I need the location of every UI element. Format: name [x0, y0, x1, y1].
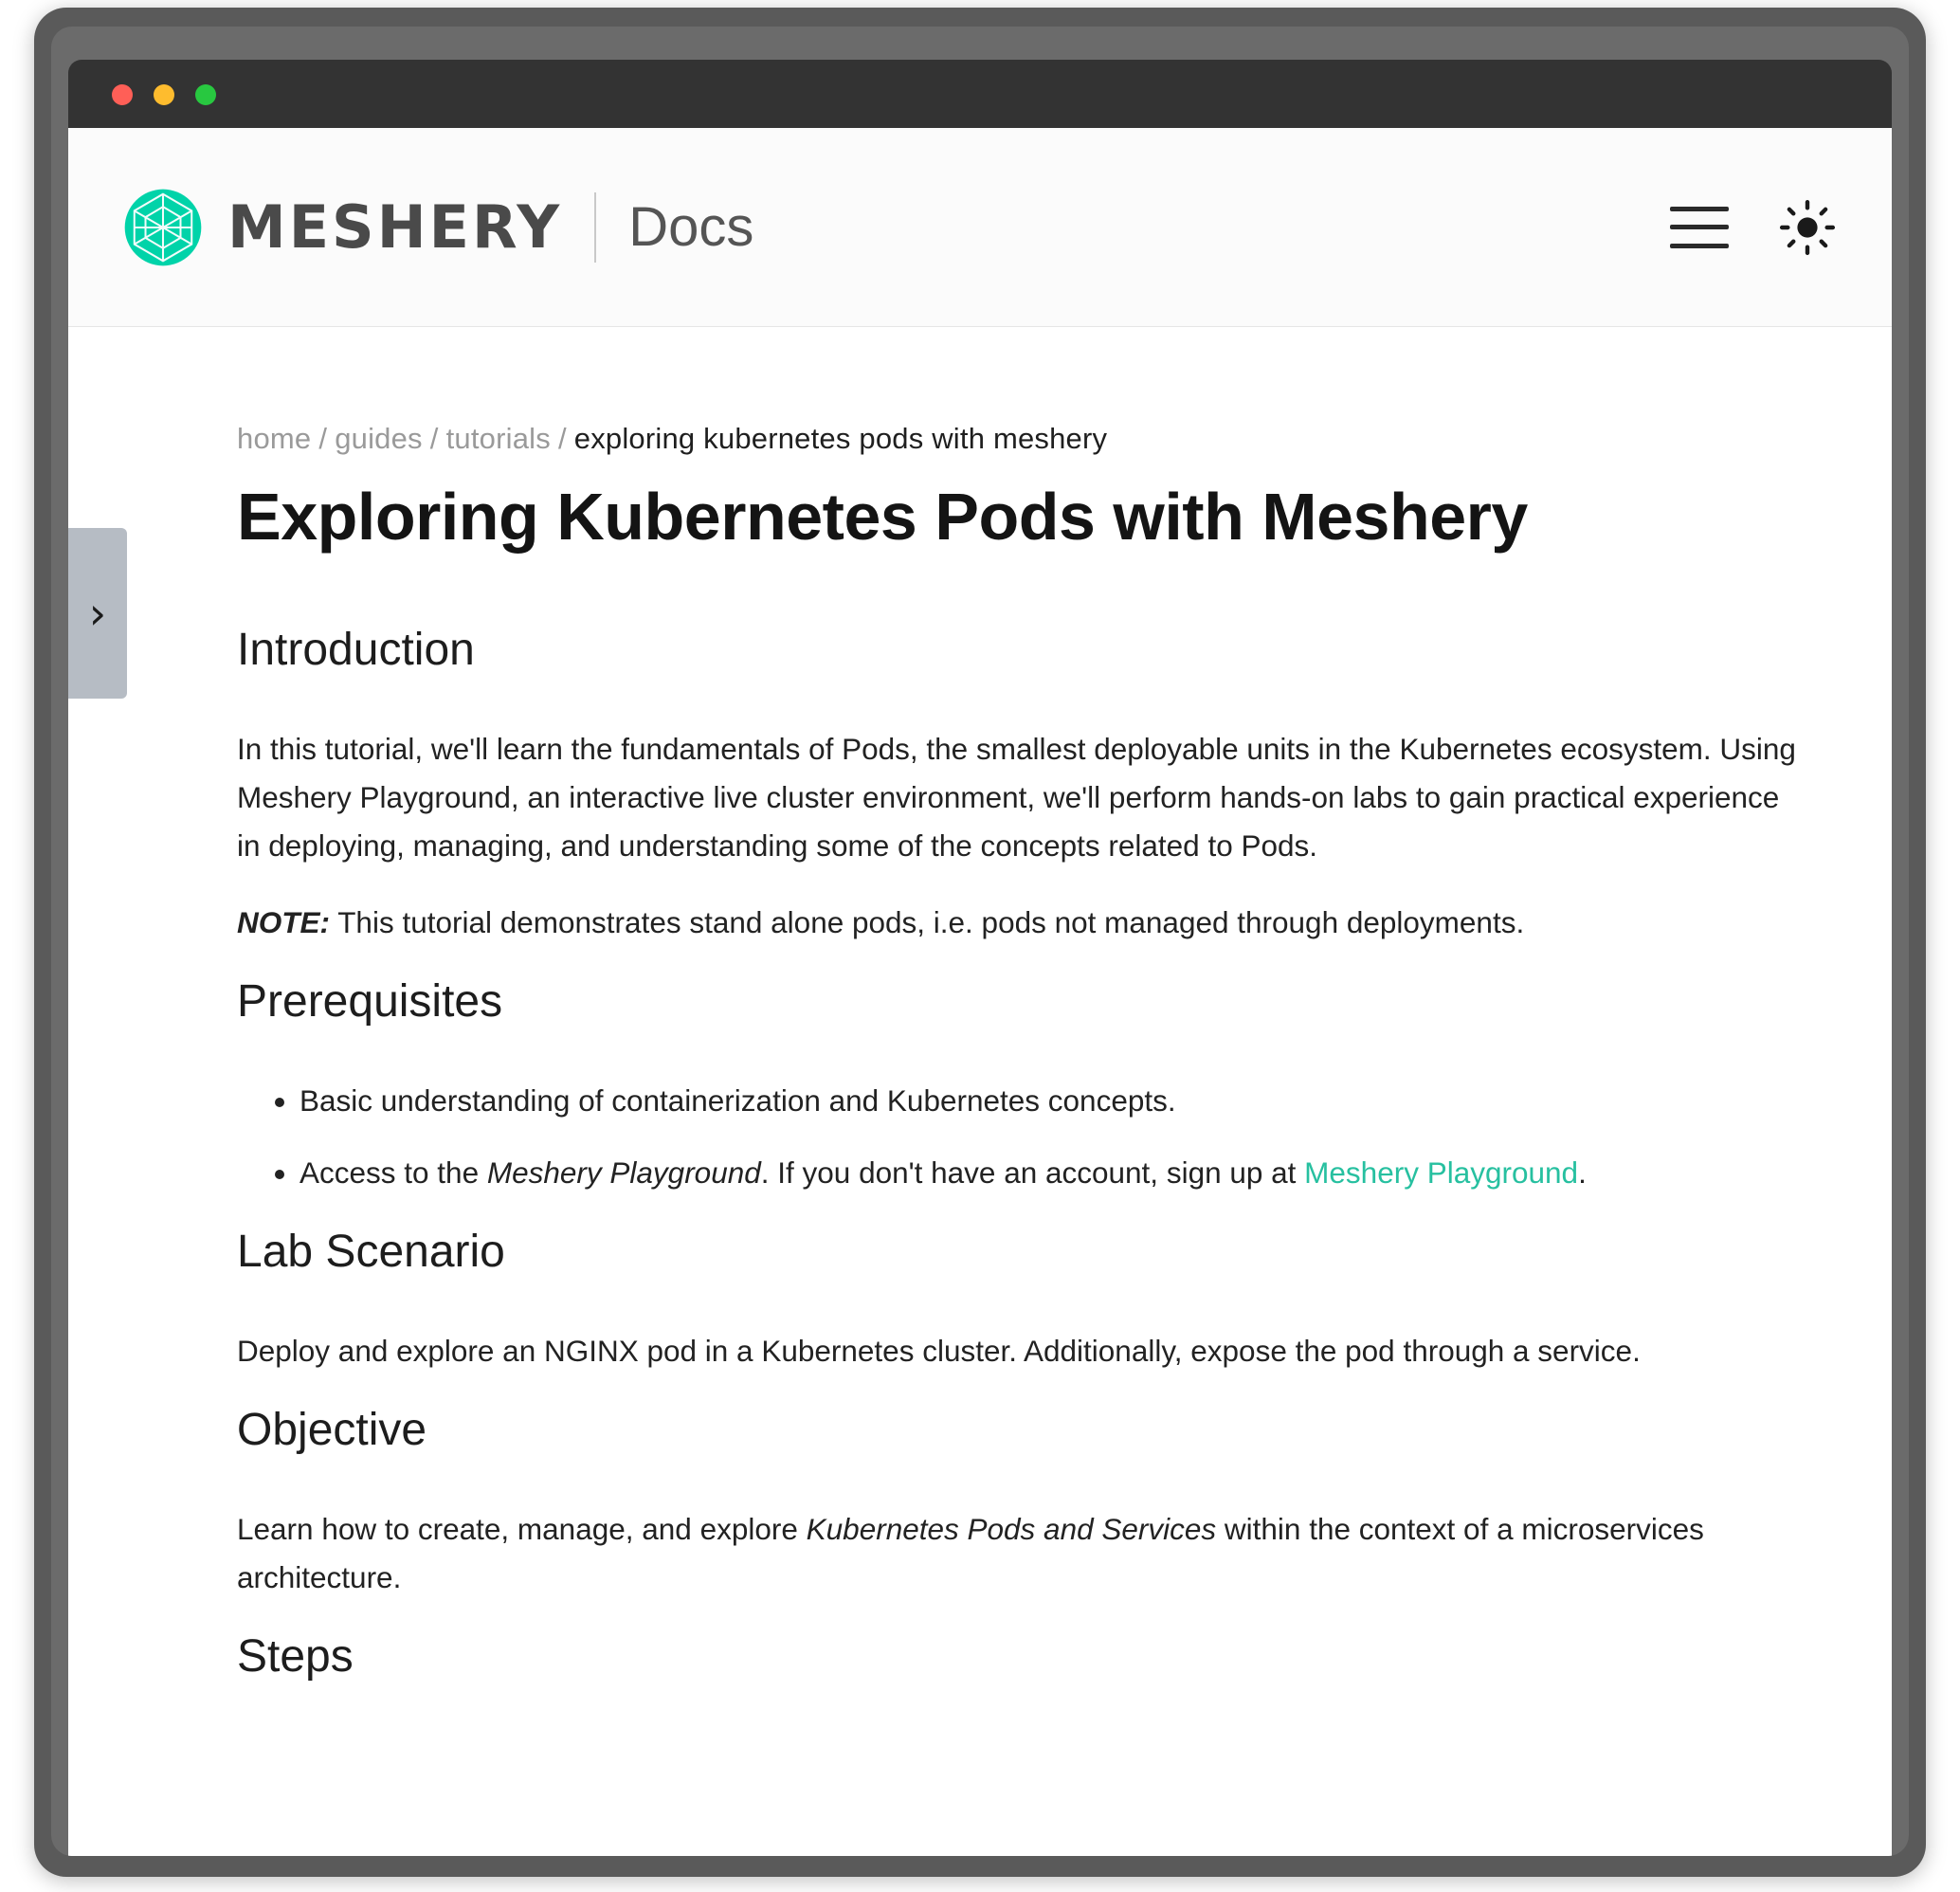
breadcrumb-item-home[interactable]: home: [237, 422, 312, 455]
objective-text-before: Learn how to create, manage, and explore: [237, 1511, 807, 1546]
traffic-light-controls: [112, 84, 216, 105]
site-header: [68, 128, 1892, 327]
prerequisite-text: Access to the: [299, 1155, 487, 1191]
objective-paragraph: [237, 1505, 1810, 1602]
heading-introduction: Introduction: [237, 625, 475, 675]
breadcrumb-separator: /: [318, 422, 328, 455]
prerequisite-emphasis: Meshery Playground: [486, 1155, 761, 1191]
prerequisite-text-end: .: [1578, 1155, 1587, 1191]
page-title: Exploring Kubernetes Pods with Meshery: [237, 480, 1528, 554]
brand-block[interactable]: [123, 188, 562, 267]
objective-text-after: within the context of a microservices architecture.: [237, 1511, 1704, 1594]
heading-steps: Steps: [237, 1630, 354, 1682]
breadcrumb-separator: /: [429, 422, 439, 455]
header-section-label: Docs: [628, 195, 754, 258]
breadcrumb-separator: /: [557, 422, 567, 455]
introduction-note: [237, 899, 1810, 947]
prerequisites-list: [237, 1077, 1835, 1197]
breadcrumb-item-tutorials[interactable]: tutorials: [445, 422, 551, 455]
browser-window-inner: [51, 27, 1909, 1856]
heading-lab-scenario: Lab Scenario: [237, 1226, 505, 1277]
note-label: NOTE:: [237, 905, 330, 940]
breadcrumb-item-current: exploring kubernetes pods with meshery: [573, 422, 1108, 455]
prerequisite-text-after: . If you don't have an account, sign up at: [760, 1155, 1305, 1191]
prerequisite-text: Basic understanding of containerization and Kubernetes concepts.: [299, 1083, 1176, 1119]
sun-icon[interactable]: [1778, 198, 1837, 257]
note-text: This tutorial demonstrates stand alone pods, i.e. pods not managed through deployments.: [337, 905, 1525, 940]
introduction-paragraph: In this tutorial, we'll learn the fundamentals of Pods, the smallest deployable units in the Kubernetes ecosystem. Using Meshery Playground, an interactive live cluster environment, we'll perform hands-on labs to gain practical experience in deploying, managing, and understanding some of the concepts related to Pods.: [237, 732, 1796, 864]
heading-prerequisites: Prerequisites: [237, 976, 503, 1028]
chevron-right-icon: ›: [88, 588, 107, 639]
maximize-window-icon[interactable]: [195, 84, 216, 105]
objective-emphasis: Kubernetes Pods and Services: [806, 1511, 1217, 1546]
brand-name: MESHERY: [227, 191, 563, 262]
list-item: [299, 1149, 1835, 1196]
main-content: [237, 327, 1835, 1732]
breadcrumb-item-guides[interactable]: guides: [335, 422, 423, 455]
lab-scenario-paragraph: Deploy and explore an NGINX pod in a Kubernetes cluster. Additionally, expose the pod through a service.: [237, 1333, 1641, 1368]
sidebar-expand-button[interactable]: [68, 528, 127, 699]
header-actions: [1670, 198, 1837, 257]
hamburger-menu-icon[interactable]: [1670, 207, 1729, 248]
meshery-playground-link[interactable]: Meshery Playground: [1304, 1155, 1579, 1191]
minimize-window-icon[interactable]: [154, 84, 174, 105]
close-window-icon[interactable]: [112, 84, 133, 105]
breadcrumb: [237, 422, 1835, 456]
header-divider: [594, 192, 596, 263]
page-body: [68, 327, 1892, 1856]
meshery-logo-icon: [123, 188, 203, 267]
heading-objective: Objective: [237, 1404, 427, 1455]
list-item: [299, 1077, 1835, 1124]
page-viewport: [68, 128, 1892, 1856]
window-titlebar: [68, 60, 1892, 128]
browser-window-frame: [34, 8, 1926, 1877]
